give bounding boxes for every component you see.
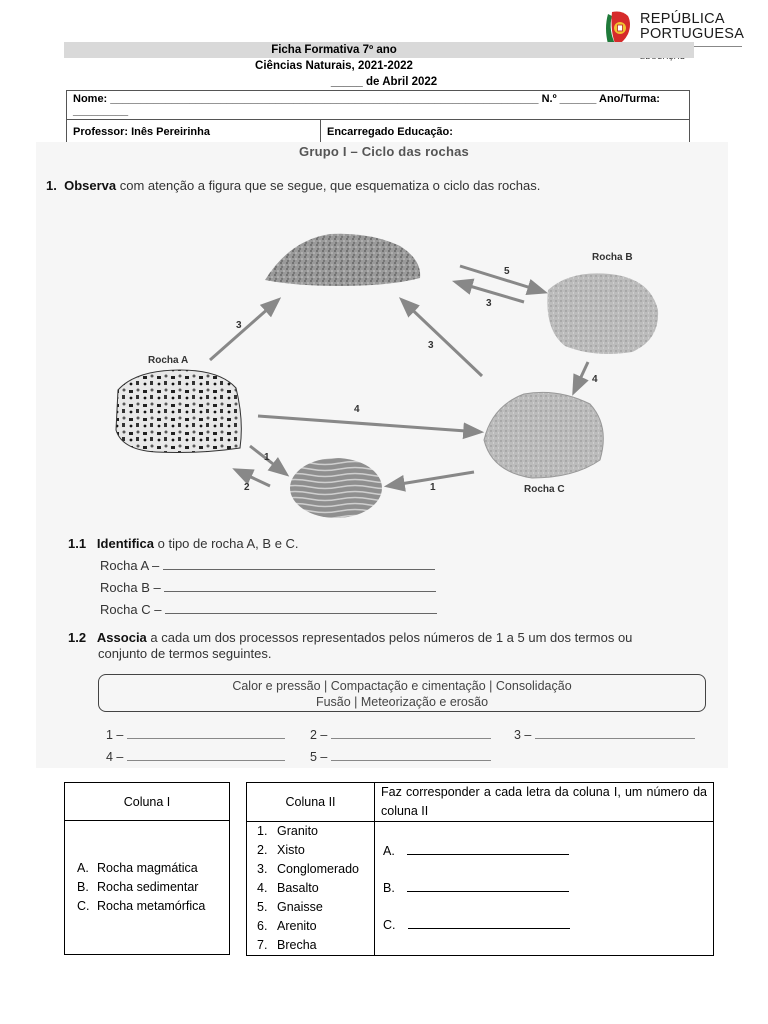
arrow-label: 3 <box>236 320 242 331</box>
worksheet-subject: Ciências Naturais, 2021-2022 <box>255 60 413 72</box>
terms-line-2: Fusão | Meteorização e erosão <box>315 695 489 709</box>
terms-line-1: Calor e pressão | Compactação e cimentação | Consolidação <box>232 679 572 693</box>
sediment-pile <box>265 234 420 286</box>
column-i-table <box>64 782 230 955</box>
group-title: Grupo I – Ciclo das rochas <box>299 144 469 159</box>
arrow-label: 1 <box>264 452 270 463</box>
list-item: 7. Brecha <box>257 938 317 952</box>
arrow-label: 4 <box>592 374 598 385</box>
column-i-header: Coluna I <box>65 783 230 821</box>
question-1-2-cont: conjunto de termos seguintes. <box>98 646 272 661</box>
arrow-label: 4 <box>354 404 360 415</box>
rock-cycle-diagram <box>100 220 680 520</box>
worksheet-date: _____ de Abril 2022 <box>330 76 438 88</box>
column-i-body <box>65 821 230 955</box>
question-1-2: 1.2 Associa a cada um dos processos representados pelos números de 1 a 5 um dos termos ou <box>68 630 633 645</box>
terms-box <box>98 674 706 712</box>
answer-b[interactable]: B. <box>375 870 713 907</box>
rock-a-label: Rocha A <box>148 355 189 366</box>
question-1: 1. Observa com atenção a figura que se segue, que esquematiza o ciclo das rochas. <box>46 178 541 193</box>
process-5-answer[interactable]: 5 – <box>310 750 491 764</box>
rock-a-image <box>116 370 241 453</box>
list-item: 4. Basalto <box>257 881 319 895</box>
list-item: 5. Gnaisse <box>257 900 323 914</box>
process-4-answer[interactable]: 4 – <box>106 750 285 764</box>
student-info-table <box>66 90 690 144</box>
question-1-1: 1.1 Identifica o tipo de rocha A, B e C. <box>68 536 299 551</box>
rock-b-answer[interactable]: Rocha B – <box>100 580 436 595</box>
logo-title: REPÚBLICA PORTUGUESA <box>640 11 745 42</box>
magma-sphere <box>290 458 382 518</box>
column-ii-body <box>247 822 375 956</box>
worksheet-title: Ficha Formativa 7º ano <box>271 44 397 56</box>
teacher-field: Professor: Inês Pereirinha <box>67 120 321 144</box>
arrow-label: 5 <box>504 266 510 277</box>
guardian-field[interactable]: Encarregado Educação: <box>321 120 690 144</box>
list-item: 2. Xisto <box>257 843 305 857</box>
arrow-label: 3 <box>428 340 434 351</box>
arrow-label: 2 <box>244 482 250 493</box>
arrow-label: 3 <box>486 298 492 309</box>
list-item: A. Rocha magmática <box>77 861 198 875</box>
list-item: 6. Arenito <box>257 919 317 933</box>
column-ii-table <box>246 782 714 956</box>
list-item: B. Rocha sedimentar <box>77 880 199 894</box>
process-1-answer[interactable]: 1 – <box>106 728 285 742</box>
arrow-label: 1 <box>430 482 436 493</box>
answer-a[interactable]: A. <box>375 833 713 870</box>
rock-c-label: Rocha C <box>524 484 565 495</box>
matching-instruction: Faz corresponder a cada letra da coluna I, um número da coluna II <box>375 783 714 822</box>
rock-b-label: Rocha B <box>592 252 633 263</box>
answer-c[interactable]: C. <box>375 907 713 944</box>
answers-cell <box>375 822 714 956</box>
name-field[interactable]: Nome: ______________________________________________________________________ N.º ______ Ano/Turma: _________ <box>67 91 690 120</box>
list-item: 3. Conglomerado <box>257 862 359 876</box>
rock-a-answer[interactable]: Rocha A – <box>100 558 435 573</box>
process-3-answer[interactable]: 3 – <box>514 728 695 742</box>
list-item: C. Rocha metamórfica <box>77 899 206 913</box>
column-ii-header: Coluna II <box>247 783 375 822</box>
process-2-answer[interactable]: 2 – <box>310 728 491 742</box>
list-item: 1. Granito <box>257 824 318 838</box>
rock-b-image <box>547 273 658 354</box>
rock-c-answer[interactable]: Rocha C – <box>100 602 437 617</box>
rock-c-image <box>484 392 603 478</box>
